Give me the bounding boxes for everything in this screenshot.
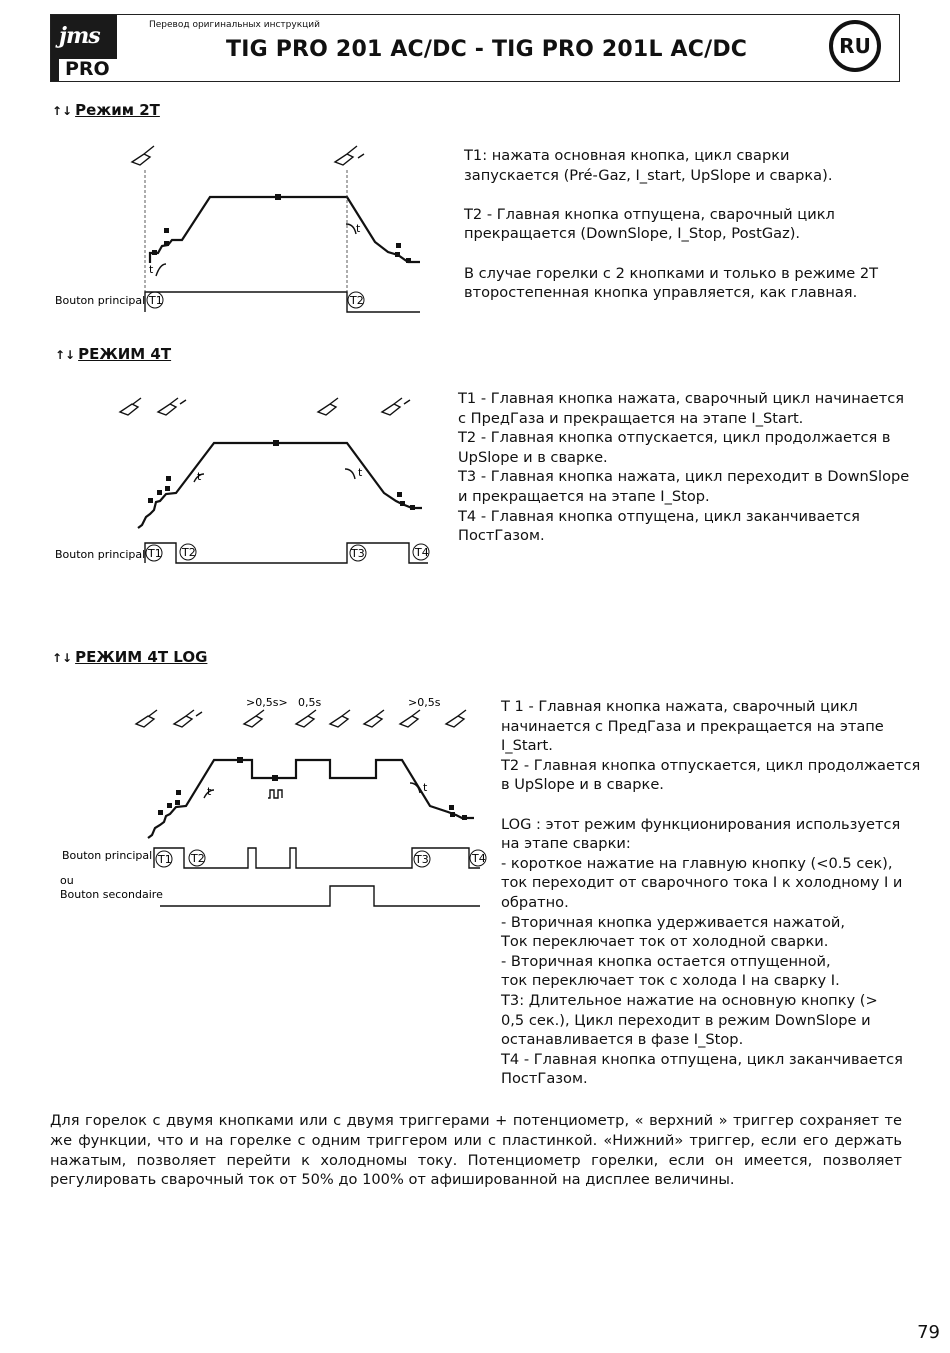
arrows-icon: ↑↓ [52,104,73,118]
logo-pro-text: PRO [65,58,110,80]
label-t2: T2 [182,546,196,559]
section-4t-heading: ↑↓ РЕЖИМ 4T [55,345,172,363]
label-t-down: t [423,781,428,794]
section-4t-log-description: T 1 - Главная кнопка нажата, сварочный цикл начинается с ПредГаза и прекращается на этапе I_Start. T2 - Главная кнопка отпускается, цикл продолжается в UpSlope и в сварке. LOG : этот режим функционирования используется на этапе сварки: - короткое нажатие на главную кнопку (<0.5 сек), ток переходит от сварочного тока I к холодному I и обратно. - Вторичная кнопка удерживается нажатой, Ток переключает ток от холодной сварки. - Вторичная кнопка остается отпущенной, ток переключает ток с холода I на сварку I. T3: Длительное нажатие на основную кнопку (> 0,5 сек.), Цикл переходит в режим DownSlope и останавливается в фазе I_Stop. T4 - Главная кнопка отпущена, цикл заканчивается ПостГазом. [501,698,921,1088]
label-long-press: >0,5s [408,696,441,709]
label-secondary-button: Bouton secondaire [60,888,163,901]
label-ou: ou [60,874,74,887]
header-subtitle: Перевод оригинальных инструкций [149,20,320,30]
label-t2: T2 [350,294,364,307]
label-t3: T3 [351,547,365,560]
arrows-icon: ↑↓ [55,348,76,362]
current-curve-4t-log [148,760,474,838]
label-t2: T2 [191,852,205,865]
label-main-button: Bouton principal [55,294,146,307]
label-t3: T3 [415,853,429,866]
label-t-up: t [197,470,202,483]
label-t1: T1 [149,294,163,307]
secondary-button-signal [160,886,480,906]
section-4t-log-heading: ↑↓ РЕЖИМ 4T LOG [52,648,208,666]
section-2t-description: T1: нажата основная кнопка, цикл сварки запускается (Pré-Gaz, I_start, UpSlope и сварка). T2 - Главная кнопка отпущена, сварочный цикл прекращается (DownSlope, I_Stop, PostGaz). В случае горелки с 2 кнопками и только в режиме 2T второстепенная кнопка управляется, как главная. [464,147,879,302]
label-t4: T4 [415,546,429,559]
label-t1: T1 [158,853,172,866]
section-2t-heading: ↑↓ Режим 2T [52,101,160,119]
label-short-press: >0,5s> [246,696,288,709]
arrows-icon: ↑↓ [52,651,73,665]
label-t4: T4 [472,852,486,865]
label-t-up: t [149,263,154,276]
logo-wordmark: jms [59,23,100,49]
footer-paragraph: Для горелок с двумя кнопками или с двумя триггерами + потенциометр, « верхний » триггер сохраняет те же функции, что и на горелке с одним триггером или с пластинкой. «Нижний» триггер, если его держать нажатым, позволяет перейти к холодномы току. Потенциометр горелки, если он имеется, позволяет регулировать сварочный ток от 50% до 100% от афишированной на дисплее величины. [50,1112,902,1189]
label-press-05: 0,5s [298,696,322,709]
label-t-down: t [356,222,361,235]
label-t-down: t [358,466,363,479]
section-4t-description: T1 - Главная кнопка нажата, сварочный цикл начинается с ПредГаза и прекращается на этапе I_Start. T2 - Главная кнопка отпускается, цикл продолжается в UpSlope и в сварке. T3 - Главная кнопка нажата, цикл переходит в DownSlope и прекращается на этапе I_Stop. T4 - Главная кнопка отпущена, цикл заканчивается ПостГазом. [458,390,910,545]
language-badge: RU [829,20,881,72]
label-t1: T1 [148,547,162,560]
label-main-button: Bouton principal [55,548,146,561]
page-number: 79 [917,1322,940,1343]
label-t-up: t [207,785,212,798]
label-main-button: Bouton principal [62,849,153,862]
page-title: TIG PRO 201 AC/DC - TIG PRO 201L AC/DC [226,37,748,62]
